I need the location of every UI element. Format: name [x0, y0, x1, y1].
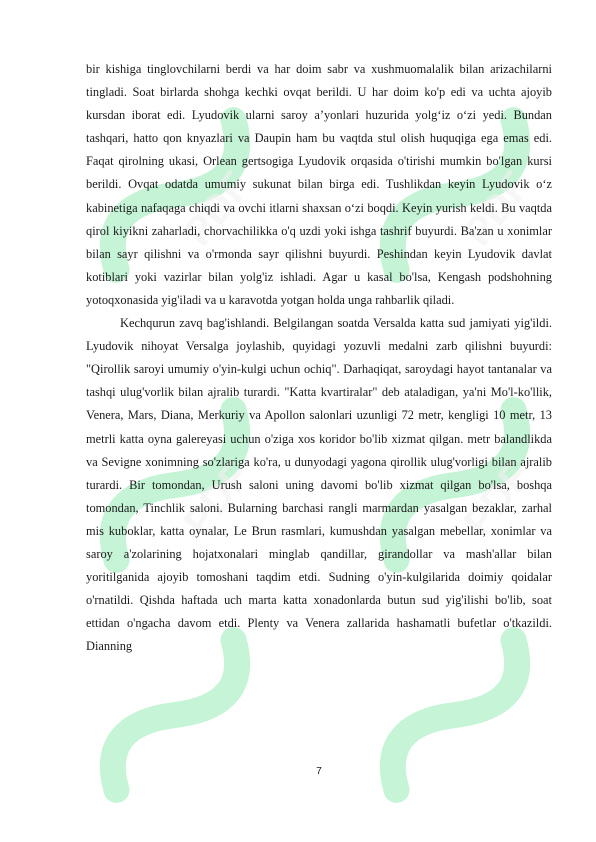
page-body [86, 58, 552, 658]
paragraph-1: bir kishiga tinglovchilarni berdi va har doim sabr va xushmuomalalik bilan arizachilarni tingladi. Soat birlarda shohga kechki ovqat berildi. U har doim ko'p edi va uchta ajoyib kursdan iborat edi. Lyudovik ularni saroy a’yonlari huzurida yolg‘iz o‘zi yedi. Bundan tashqari, hatto qon knyazlari va Daupin ham bu vaqtda stul olish huquqiga ega emas edi. Faqat qirolning ukasi, Orlean gertsogiga Lyudovik orqasida o'tirishi mumkin bo'lgan kursi berildi. Ovqat odatda umumiy sukunat bilan birga edi. Tushlikdan keyin Lyudovik o‘z kabinetiga nafaqaga chiqdi va ovchi itlarni shaxsan o‘zi boqdi. Keyin yurish keldi. Bu vaqtda qirol kiyikni zaharladi, chorvachilikka o'q uzdi yoki ishga tashrif buyurdi. Ba'zan u xonimlar bilan sayr qilishni va o'rmonda sayr qilishni buyurdi. Peshindan keyin Lyudovik davlat kotiblari yoki vazirlar bilan yolg'iz ishladi. Agar u kasal bo'lsa, Kengash podshohning yotoqxonasida yig'iladi va u karavotda yotgan holda unga rahbarlik qiladi. [86, 62, 552, 307]
paragraph-2: Kechqurun zavq bag'ishlandi. Belgilangan soatda Versalda katta sud jamiyati yig'ildi. Lyudovik nihoyat Versalga joylashib, quyidagi yozuvli medalni zarb qilishni buyurdi: "Qirollik saroyi umumiy o'yin-kulgi uchun ochiq". Darhaqiqat, saroydagi hayot tantanalar va tashqi ulug'vorlik bilan ajralib turardi. "Katta kvartiralar" deb ataladigan, ya'ni Mo'l-ko'llik, Venera, Mars, Diana, Merkuriy va Apollon salonlari uzunligi 72 metr, kengligi 10 metr, 13 metrli katta oyna galereyasi uchun o'ziga xos koridor bo'lib xizmat qilgan. metr balandlikda va Sevigne xonimning so'zlariga ko'ra, u dunyodagi yagona qirollik ulug'vorligi bilan ajralib turardi. Bir tomondan, Urush saloni uning davomi bo'lib xizmat qilgan bo'lsa, boshqa tomondan, Tinchlik saloni. Bularning barchasi rangli marmardan yasalgan bezaklar, zarhal mis kuboklar, katta oynalar, Le Brun rasmlari, kumushdan yasalgan mebellar, xonimlar va saroy a'zolarining hojatxonalari minglab qandillar, girandollar va mash'allar bilan yoritilganida ajoyib tomoshani taqdim etdi. Sudning o'yin-kulgilarida doimiy qoidalar o'rnatildi. Qishda haftada uch marta katta xonadonlarda butun sud yig'ilishi bo'lib, soat ettidan o'ngacha davom etdi. Plenty va Venera zallarida hashamatli bufetlar o'tkazildi. Dianning [86, 316, 552, 654]
page-number: 7 [316, 766, 322, 777]
watermark-text: PDF [455, 453, 540, 545]
watermark-text: PDF [175, 163, 260, 255]
watermark-text: PDF [175, 453, 260, 545]
watermark-text: PDF [455, 163, 540, 255]
